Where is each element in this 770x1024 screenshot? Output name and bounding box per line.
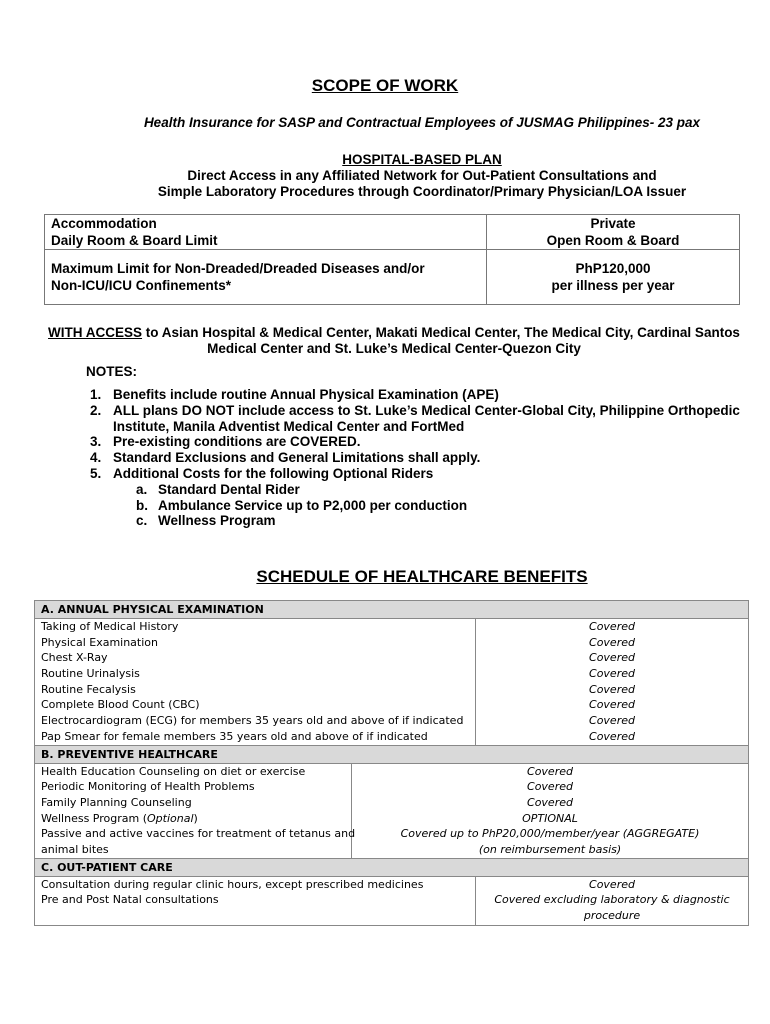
- table-row: Complete Blood Count (CBC): [41, 698, 200, 712]
- list-item: [86, 434, 746, 450]
- benefits-table: [34, 600, 749, 926]
- section-body: [35, 877, 748, 925]
- coverage-column: [476, 877, 748, 925]
- cell-text: Accommodation: [51, 216, 157, 231]
- access-lead: WITH ACCESS: [48, 325, 143, 340]
- table-row: [45, 250, 740, 305]
- table-row: Periodic Monitoring of Health Problems: [41, 780, 255, 794]
- coverage-value: Covered: [589, 714, 635, 728]
- row-text-italic: Optional: [147, 811, 194, 825]
- cell-text: Open Room & Board: [546, 233, 680, 248]
- coverage-value: OPTIONAL: [522, 811, 578, 825]
- section-heading: C. OUT-PATIENT CARE: [35, 859, 748, 877]
- coverage-value: Covered: [527, 764, 573, 778]
- list-item: [86, 387, 746, 403]
- list-number: 5.: [90, 465, 102, 481]
- access-paragraph: [44, 325, 744, 357]
- notes-list: [86, 387, 746, 529]
- table-row: animal bites: [41, 842, 109, 856]
- document-subtitle: Health Insurance for SASP and Contractual Employees of JUSMAG Philippines- 23 pax: [143, 115, 701, 130]
- coverage-column: [476, 619, 748, 745]
- coverage-value: Covered: [589, 651, 635, 665]
- coverage-value: Covered: [589, 635, 635, 649]
- coverage-value: Covered: [589, 682, 635, 696]
- table-row: Routine Urinalysis: [41, 667, 140, 681]
- table-row: Consultation during regular clinic hours, except prescribed medicines: [41, 877, 424, 891]
- list-text: ALL plans DO NOT include access to St. Luke’s Medical Center-Global City, Philippine Orthopedic: [113, 402, 740, 418]
- coverage-value: Covered up to PhP20,000/member/year (AGGREGATE): [400, 827, 700, 841]
- list-text: Standard Exclusions and General Limitations shall apply.: [113, 450, 481, 466]
- coverage-value: Covered: [589, 620, 635, 633]
- list-item: [86, 450, 746, 466]
- accommodation-table: [44, 214, 740, 305]
- cell-text: Private: [590, 216, 636, 231]
- table-row: Pre and Post Natal consultations: [41, 893, 219, 907]
- coverage-value: Covered excluding laboratory & diagnostic procedure: [494, 893, 730, 923]
- table-row: Chest X-Ray: [41, 651, 108, 665]
- list-text: Standard Dental Rider: [158, 481, 300, 497]
- cell-text: per illness per year: [551, 278, 675, 293]
- list-text: Pre-existing conditions are COVERED.: [113, 434, 361, 450]
- table-row: Pap Smear for female members 35 years old and above of if indicated: [41, 729, 428, 743]
- list-item: [86, 482, 746, 498]
- list-item: [86, 403, 746, 435]
- section-heading: A. ANNUAL PHYSICAL EXAMINATION: [35, 601, 748, 619]
- coverage-column: [352, 764, 748, 858]
- list-letter: b.: [136, 497, 148, 513]
- section-heading: B. PREVENTIVE HEALTHCARE: [35, 746, 748, 764]
- coverage-value: Covered: [527, 795, 573, 809]
- table-cell: [45, 215, 487, 250]
- list-number: 3.: [90, 434, 102, 450]
- access-line-2: Medical Center and St. Luke’s Medical Center-Quezon City: [207, 341, 581, 356]
- coverage-value: Covered: [589, 667, 635, 681]
- coverage-value: (on reimbursement basis): [478, 842, 622, 856]
- list-text: Ambulance Service up to P2,000 per conduction: [158, 497, 468, 513]
- table-row: [41, 811, 345, 827]
- table-row: Health Education Counseling on diet or exercise: [41, 764, 306, 778]
- coverage-value: Covered: [527, 780, 573, 794]
- list-item: [86, 466, 746, 482]
- list-letter: a.: [136, 481, 148, 497]
- cell-text: Non-ICU/ICU Confinements*: [51, 278, 231, 293]
- cell-text: PhP120,000: [575, 261, 651, 276]
- list-number: 2.: [90, 402, 102, 418]
- section-body: [35, 764, 748, 859]
- list-text: Additional Costs for the following Optional Riders: [113, 465, 434, 481]
- cell-text: Daily Room & Board Limit: [51, 233, 218, 248]
- coverage-value: Covered: [589, 698, 635, 712]
- schedule-title: SCHEDULE OF HEALTHCARE BENEFITS: [256, 567, 588, 586]
- table-row: Physical Examination: [41, 635, 158, 649]
- list-text: Institute, Manila Adventist Medical Center and FortMed: [113, 418, 465, 434]
- coverage-value: Covered: [589, 877, 635, 891]
- table-row: Family Planning Counseling: [41, 795, 192, 809]
- plan-description: [0, 152, 770, 200]
- table-cell: [45, 250, 487, 305]
- table-row: Routine Fecalysis: [41, 682, 136, 696]
- table-cell: [487, 250, 740, 305]
- row-text: Wellness Program (: [41, 811, 148, 825]
- plan-heading: HOSPITAL-BASED PLAN: [342, 152, 502, 167]
- items-column: [35, 619, 476, 745]
- row-text: ): [193, 811, 198, 825]
- table-row: Electrocardiogram (ECG) for members 35 years old and above of if indicated: [41, 714, 464, 728]
- table-row: Taking of Medical History: [41, 620, 179, 633]
- coverage-value: Covered: [589, 729, 635, 743]
- plan-line-1: Direct Access in any Affiliated Network for Out-Patient Consultations and: [187, 168, 657, 183]
- list-number: 4.: [90, 450, 102, 466]
- list-item: [86, 498, 746, 514]
- page-title: SCOPE OF WORK: [311, 76, 459, 95]
- list-text: Wellness Program: [158, 513, 276, 529]
- notes-label: NOTES:: [86, 364, 138, 379]
- table-row: [45, 215, 740, 250]
- items-column: [35, 877, 476, 925]
- list-letter: c.: [136, 513, 148, 529]
- list-number: 1.: [90, 387, 102, 402]
- cell-text: Maximum Limit for Non-Dreaded/Dreaded Diseases and/or: [51, 261, 425, 276]
- section-body: [35, 619, 748, 746]
- list-item: [86, 513, 746, 529]
- list-text: Benefits include routine Annual Physical Examination (APE): [113, 387, 499, 402]
- plan-line-2: Simple Laboratory Procedures through Coordinator/Primary Physician/LOA Issuer: [157, 184, 687, 199]
- access-line-1: to Asian Hospital & Medical Center, Makati Medical Center, The Medical City, Cardinal Santos: [142, 325, 740, 340]
- table-cell: [487, 215, 740, 250]
- items-column: [35, 764, 356, 858]
- table-row: Passive and active vaccines for treatment of tetanus and: [41, 827, 356, 841]
